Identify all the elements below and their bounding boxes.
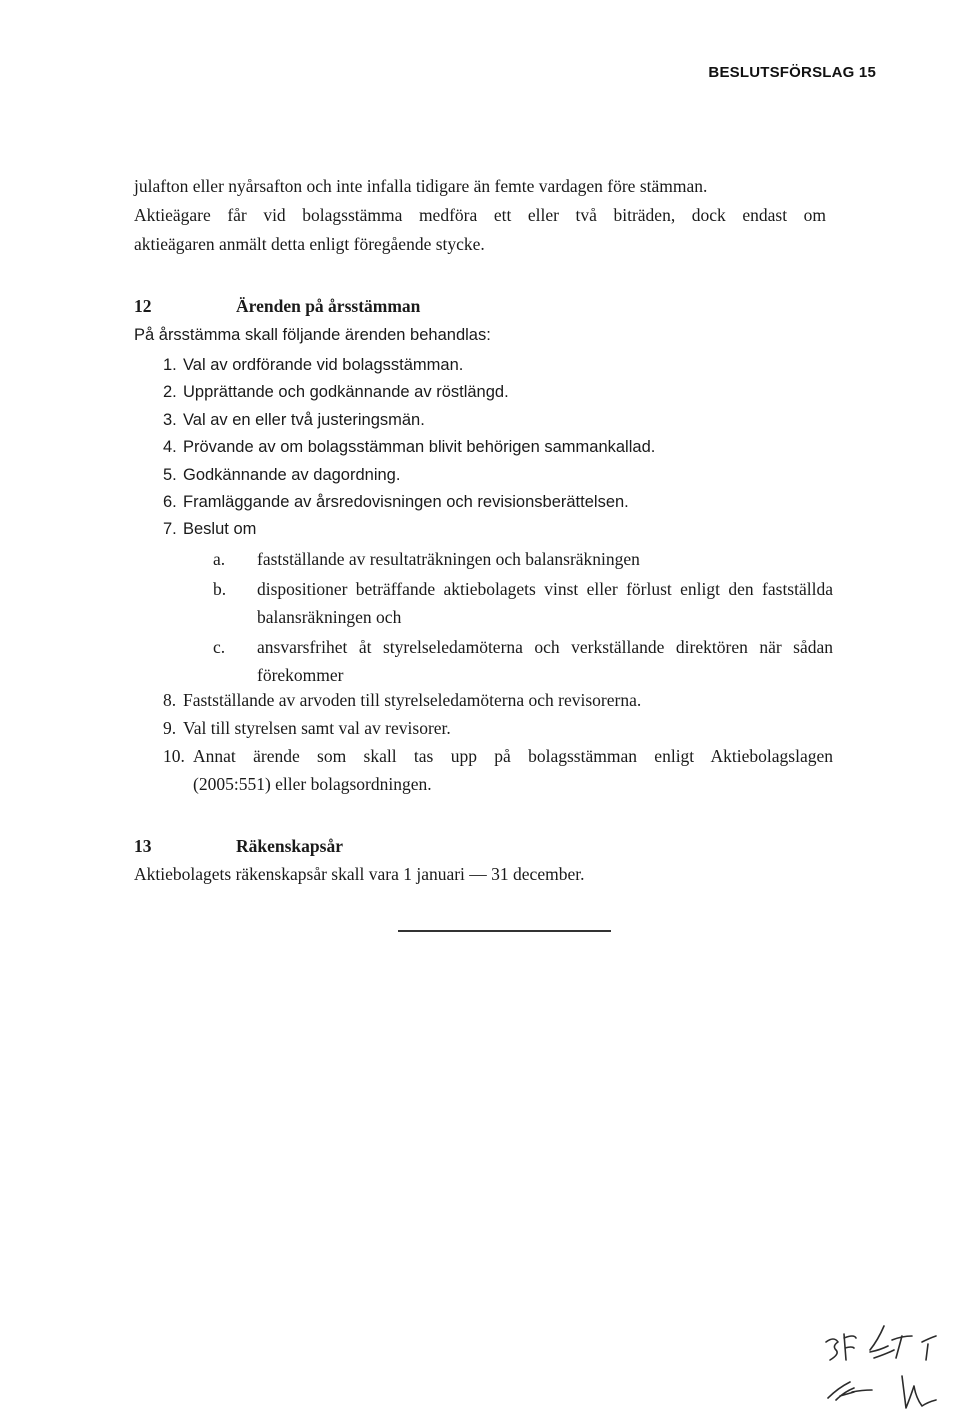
initials-signature-icon [810, 1320, 960, 1413]
sub-item-b: b. dispositioner beträffande aktiebolagets vinst eller förlust enligt den fastställda balansräkningen och [213, 579, 833, 627]
section-12-title: Ärenden på årsstämman [236, 296, 421, 316]
list-item: 1. Val av ordförande vid bolagsstämman. [163, 356, 464, 374]
intro-line-1: julafton eller nyårsafton och inte infalla tidigare än femte vardagen före stämman. [134, 176, 708, 196]
list-item: 3. Val av en eller två justeringsmän. [163, 410, 425, 429]
section-13-number: 13 [134, 836, 152, 856]
list-item: 6. Framläggande av årsredovisningen och revisionsberättelsen. [163, 493, 629, 512]
section-12-lead: På årsstämma skall följande ärenden behandlas: [134, 326, 491, 344]
list-item: 8. Fastställande av arvoden till styrelseledamöterna och revisorerna. [163, 690, 642, 710]
document-label: BESLUTSFÖRSLAG 15 [708, 64, 876, 81]
list-item: 2. Upprättande och godkännande av röstlängd. [163, 383, 509, 402]
agenda-list [163, 352, 833, 544]
intro-line-2: Aktieägare får vid bolagsstämma medföra ett eller två biträden, dock endast om [134, 205, 826, 225]
list-item: 4. Prövande av om bolagsstämman blivit behörigen sammankallad. [163, 438, 656, 457]
section-13-heading [134, 836, 343, 857]
list-item: 5. Godkännande av dagordning. [163, 465, 401, 484]
section-13-text: Aktiebolagets räkenskapsår skall vara 1 januari — 31 december. [134, 864, 585, 884]
section-12-heading [134, 296, 420, 317]
sub-item-c: c. ansvarsfrihet åt styrelseledamöterna och verkställande direktören när sådan förekommer [213, 637, 833, 685]
sub-item-a: a. fastställande av resultaträkningen och balansräkningen [213, 549, 640, 569]
list-item-10: 10. Annat ärende som skall tas upp på bolagsstämman enligt Aktiebolagslagen (2005:551) eller bolagsordningen. [163, 746, 833, 794]
agenda-list-continued [163, 686, 833, 798]
list-item: 7. Beslut om [163, 520, 257, 539]
sub-list [163, 545, 833, 689]
intro-line-3: aktieägaren anmält detta enligt föregående stycke. [134, 234, 485, 254]
section-12-number: 12 [134, 296, 152, 316]
intro-paragraph [134, 172, 826, 259]
end-rule [398, 930, 611, 932]
list-item: 9. Val till styrelsen samt val av revisorer. [163, 718, 451, 738]
section-13-title: Räkenskapsår [236, 836, 343, 856]
